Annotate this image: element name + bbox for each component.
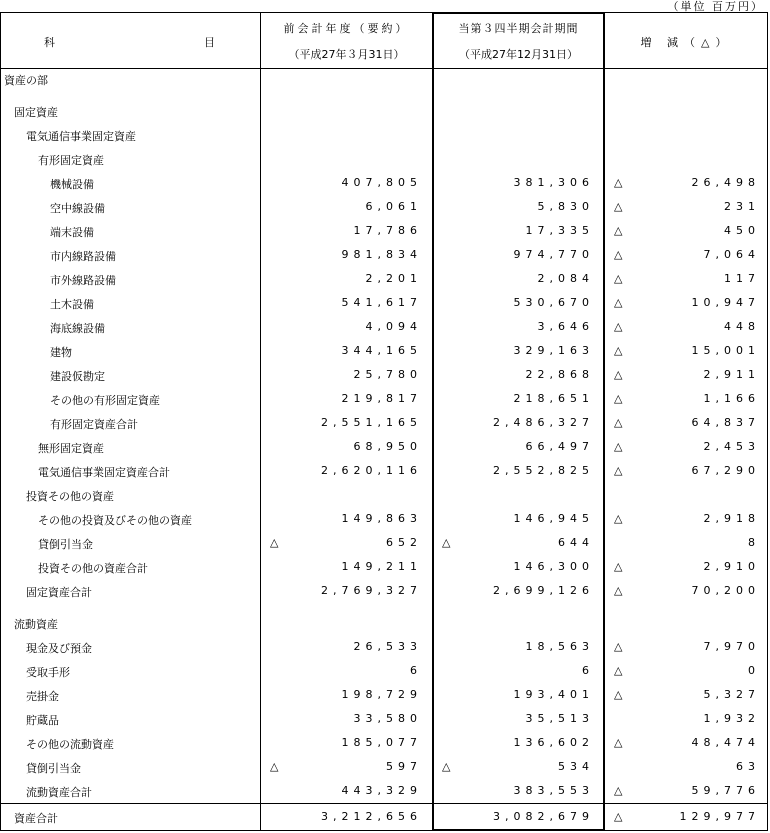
prev-value: 68,950 [353, 440, 422, 453]
table-row [0, 387, 768, 411]
row-label: 貸倒引当金 [26, 762, 81, 775]
row-label: 空中線設備 [50, 202, 105, 215]
header-prev-date: （平成27年３月31日） [288, 48, 405, 61]
diff-value: 7,970 [703, 640, 760, 653]
diff-value: 2,911 [703, 368, 760, 381]
cur-value: 381,306 [513, 176, 594, 189]
diff-value: 2,910 [703, 560, 760, 573]
table-row [0, 267, 768, 291]
total-divider [0, 803, 768, 804]
diff-value: 5,327 [703, 688, 760, 701]
prev-negative-mark: △ [270, 760, 279, 773]
row-label: 市内線路設備 [50, 250, 116, 263]
cur-value: 218,651 [513, 392, 594, 405]
row-label: 端末設備 [50, 226, 94, 239]
prev-value: 33,580 [353, 712, 422, 725]
table-row [0, 99, 768, 123]
table-row [0, 459, 768, 483]
cur-value: 534 [558, 760, 594, 773]
diff-negative-mark: △ [614, 736, 623, 749]
diff-negative-mark: △ [614, 810, 623, 823]
cur-value: 35,513 [525, 712, 594, 725]
prev-value: 981,834 [341, 248, 422, 261]
diff-value: 117 [724, 272, 760, 285]
table-row [0, 243, 768, 267]
row-label: 資産の部 [4, 74, 48, 87]
table-row [0, 147, 768, 171]
table-row [0, 531, 768, 555]
table-row [0, 731, 768, 755]
cur-value: 18,563 [525, 640, 594, 653]
prev-value: 541,617 [341, 296, 422, 309]
diff-value: 10,947 [691, 296, 760, 309]
prev-value: 6 [410, 664, 422, 677]
prev-value: 149,863 [341, 512, 422, 525]
row-label: 有形固定資産合計 [50, 418, 138, 431]
row-label: 投資その他の資産合計 [38, 562, 148, 575]
diff-negative-mark: △ [614, 688, 623, 701]
cur-value: 136,602 [513, 736, 594, 749]
cur-value: 22,868 [525, 368, 594, 381]
row-label: 建設仮勘定 [50, 370, 105, 383]
diff-negative-mark: △ [614, 368, 623, 381]
prev-value: 185,077 [341, 736, 422, 749]
cur-negative-mark: △ [442, 536, 451, 549]
row-label: 流動資産合計 [26, 786, 92, 799]
diff-value: 8 [748, 536, 760, 549]
diff-value: 15,001 [691, 344, 760, 357]
prev-negative-mark: △ [270, 536, 279, 549]
row-label: 海底線設備 [50, 322, 105, 335]
diff-value: 26,498 [691, 176, 760, 189]
header-item-char-1: 科 [44, 36, 55, 49]
cur-negative-mark: △ [442, 760, 451, 773]
header-item-char-2: 目 [204, 36, 215, 49]
diff-value: 2,918 [703, 512, 760, 525]
diff-negative-mark: △ [614, 784, 623, 797]
prev-value: 3,212,656 [321, 810, 422, 823]
prev-value: 2,201 [365, 272, 422, 285]
row-label: 機械設備 [50, 178, 94, 191]
table-row [0, 555, 768, 579]
diff-negative-mark: △ [614, 296, 623, 309]
row-label: その他の流動資産 [26, 738, 114, 751]
diff-negative-mark: △ [614, 584, 623, 597]
prev-value: 198,729 [341, 688, 422, 701]
diff-negative-mark: △ [614, 200, 623, 213]
table-row [0, 755, 768, 779]
prev-value: 4,094 [365, 320, 422, 333]
diff-value: 7,064 [703, 248, 760, 261]
prev-value: 219,817 [341, 392, 422, 405]
row-label: 投資その他の資産 [26, 490, 114, 503]
row-label: 電気通信事業固定資産合計 [38, 466, 170, 479]
diff-value: 1,166 [703, 392, 760, 405]
table-row [0, 291, 768, 315]
diff-negative-mark: △ [614, 664, 623, 677]
diff-value: 448 [724, 320, 760, 333]
diff-value: 64,837 [691, 416, 760, 429]
diff-value: 67,290 [691, 464, 760, 477]
cur-value: 383,553 [513, 784, 594, 797]
table-row [0, 219, 768, 243]
header-prev-title: 前会計年度（要約） [283, 22, 410, 35]
header-cur-date: （平成27年12月31日） [459, 48, 578, 61]
row-label: 建物 [50, 346, 72, 359]
diff-value: 70,200 [691, 584, 760, 597]
row-label: 貯蔵品 [26, 714, 59, 727]
table-row [0, 507, 768, 531]
table-row [0, 579, 768, 603]
diff-negative-mark: △ [614, 512, 623, 525]
row-label: その他の有形固定資産 [50, 394, 160, 407]
header-cur-title: 当第３四半期会計期間 [458, 22, 579, 35]
prev-value: 344,165 [341, 344, 422, 357]
cur-value: 3,082,679 [493, 810, 594, 823]
table-row [0, 339, 768, 363]
diff-negative-mark: △ [614, 344, 623, 357]
table-row [0, 171, 768, 195]
diff-value: 1,932 [703, 712, 760, 725]
cur-value: 6 [582, 664, 594, 677]
prev-value: 2,551,165 [321, 416, 422, 429]
cur-value: 2,486,327 [493, 416, 594, 429]
row-label: 貸倒引当金 [38, 538, 93, 551]
table-row [0, 611, 768, 635]
table-row [0, 67, 768, 91]
row-label: 固定資産合計 [26, 586, 92, 599]
diff-value: 231 [724, 200, 760, 213]
row-label: 無形固定資産 [38, 442, 104, 455]
row-label: 市外線路設備 [50, 274, 116, 287]
table-row [0, 483, 768, 507]
prev-value: 25,780 [353, 368, 422, 381]
cur-value: 974,770 [513, 248, 594, 261]
diff-value: 2,453 [703, 440, 760, 453]
table-row [0, 805, 768, 829]
prev-value: 2,620,116 [321, 464, 422, 477]
prev-value: 2,769,327 [321, 584, 422, 597]
prev-value: 652 [386, 536, 422, 549]
cur-value: 530,670 [513, 296, 594, 309]
table-row [0, 683, 768, 707]
cur-value: 5,830 [537, 200, 594, 213]
diff-negative-mark: △ [614, 224, 623, 237]
row-label: 土木設備 [50, 298, 94, 311]
cur-value: 17,335 [525, 224, 594, 237]
table-row [0, 123, 768, 147]
row-label: 資産合計 [14, 812, 58, 825]
cur-value: 329,163 [513, 344, 594, 357]
table-row [0, 411, 768, 435]
diff-negative-mark: △ [614, 416, 623, 429]
row-label: その他の投資及びその他の資産 [38, 514, 192, 527]
prev-value: 597 [386, 760, 422, 773]
diff-value: 450 [724, 224, 760, 237]
cur-value: 193,401 [513, 688, 594, 701]
prev-value: 26,533 [353, 640, 422, 653]
prev-value: 407,805 [341, 176, 422, 189]
diff-value: 63 [736, 760, 760, 773]
diff-value: 0 [748, 664, 760, 677]
diff-negative-mark: △ [614, 560, 623, 573]
cur-value: 3,646 [537, 320, 594, 333]
prev-value: 443,329 [341, 784, 422, 797]
cur-value: 2,699,126 [493, 584, 594, 597]
row-label: 現金及び預金 [26, 642, 92, 655]
table-row [0, 779, 768, 803]
cur-value: 2,552,825 [493, 464, 594, 477]
row-label: 固定資産 [14, 106, 58, 119]
table-row [0, 195, 768, 219]
prev-value: 6,061 [365, 200, 422, 213]
diff-negative-mark: △ [614, 320, 623, 333]
unit-label: （単位 百万円） [667, 0, 764, 13]
table-row [0, 707, 768, 731]
diff-negative-mark: △ [614, 272, 623, 285]
diff-negative-mark: △ [614, 464, 623, 477]
row-label: 流動資産 [14, 618, 58, 631]
row-label: 有形固定資産 [38, 154, 104, 167]
diff-negative-mark: △ [614, 392, 623, 405]
diff-value: 59,776 [691, 784, 760, 797]
diff-negative-mark: △ [614, 440, 623, 453]
row-label: 受取手形 [26, 666, 70, 679]
cur-value: 146,300 [513, 560, 594, 573]
header-diff-title: 増 減（△） [640, 36, 733, 49]
row-label: 電気通信事業固定資産 [26, 130, 136, 143]
cur-value: 644 [558, 536, 594, 549]
cur-value: 2,084 [537, 272, 594, 285]
prev-value: 149,211 [341, 560, 422, 573]
table-row [0, 635, 768, 659]
diff-negative-mark: △ [614, 248, 623, 261]
diff-value: 48,474 [691, 736, 760, 749]
row-label: 売掛金 [26, 690, 59, 703]
prev-value: 17,786 [353, 224, 422, 237]
table-row [0, 659, 768, 683]
cur-value: 66,497 [525, 440, 594, 453]
diff-negative-mark: △ [614, 640, 623, 653]
cur-value: 146,945 [513, 512, 594, 525]
diff-negative-mark: △ [614, 176, 623, 189]
diff-value: 129,977 [679, 810, 760, 823]
table-row [0, 315, 768, 339]
table-row [0, 435, 768, 459]
table-row [0, 363, 768, 387]
